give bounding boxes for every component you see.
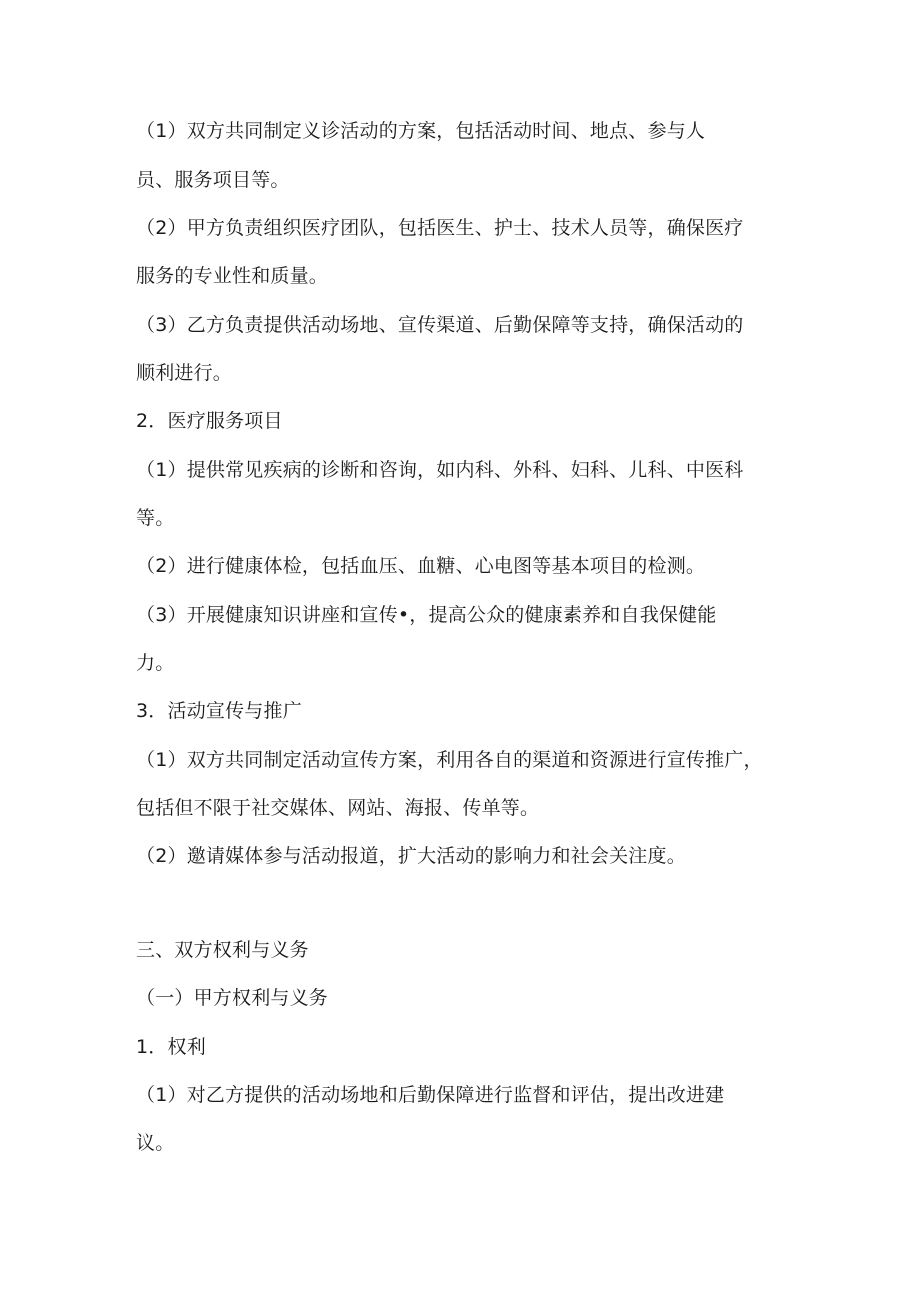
section-heading: 2．医疗服务项目 [136,410,283,432]
text-line: （1）双方共同制定活动宣传方案，利用各自的渠道和资源进行宣传推广， [136,749,763,771]
section-heading: 3．活动宣传与推广 [136,700,302,722]
text-line: 议。 [136,1132,175,1154]
text-line: （3）开展健康知识讲座和宣传•，提高公众的健康素养和自我保健能 [136,604,717,626]
text-line: 顺利进行。 [136,362,233,384]
text-line: （1）提供常见疾病的诊断和咨询，如内科、外科、妇科、儿科、中医科 [136,459,744,481]
text-line: 包括但不限于社交媒体、网站、海报、传单等。 [136,797,540,819]
text-line: （1）对乙方提供的活动场地和后勤保障进行监督和评估，提出改进建 [136,1084,725,1106]
text-line: 等。 [136,507,175,529]
text-line: 服务的专业性和质量。 [136,265,329,287]
chapter-heading: 三、双方权利与义务 [136,939,309,961]
text-line: （3）乙方负责提供活动场地、宣传渠道、后勤保障等支持，确保活动的 [136,314,744,336]
text-line: （1）双方共同制定义诊活动的方案，包括活动时间、地点、参与人 [136,120,706,142]
subsection-heading: （一）甲方权利与义务 [136,987,329,1009]
text-line: 员、服务项目等。 [136,169,290,191]
text-line: （2）进行健康体检，包括血压、血糖、心电图等基本项目的检测。 [136,555,706,577]
text-line: （2）甲方负责组织医疗团队，包括医生、护士、技术人员等，确保医疗 [136,217,744,239]
text-line: 力。 [136,652,175,674]
text-line: （2）邀请媒体参与活动报道，扩大活动的影响力和社会关注度。 [136,845,686,867]
section-heading: 1．权利 [136,1036,206,1058]
